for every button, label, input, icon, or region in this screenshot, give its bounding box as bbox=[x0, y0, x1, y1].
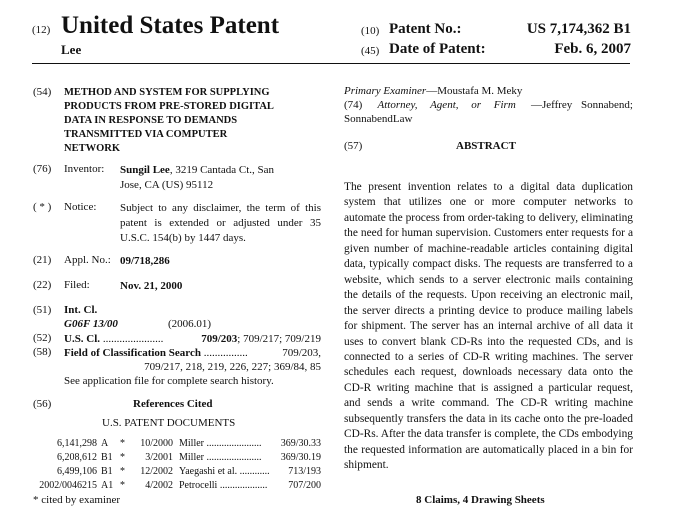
application-code: (21) bbox=[33, 254, 52, 266]
invention-title bbox=[64, 86, 332, 156]
cited-by-examiner-mark: * bbox=[120, 466, 125, 477]
header-divider bbox=[32, 63, 630, 64]
abstract-heading: ABSTRACT bbox=[456, 140, 516, 152]
us-cl-line bbox=[64, 332, 163, 346]
int-cl-class: G06F 13/00 bbox=[64, 318, 118, 330]
filed-code: (22) bbox=[33, 279, 52, 291]
us-cl-rest: ; 709/217; 709/219 bbox=[237, 333, 321, 345]
leader-dots: ............ bbox=[237, 466, 270, 477]
patent-class: 369/30.19 bbox=[280, 452, 321, 463]
abstract-code: (57) bbox=[344, 140, 363, 152]
patent-kind: B1 bbox=[101, 466, 113, 477]
cited-by-examiner-note: * cited by examiner bbox=[33, 494, 121, 506]
inventor-code: (76) bbox=[33, 163, 52, 175]
patentee bbox=[179, 479, 267, 493]
references-subheading: U.S. PATENT DOCUMENTS bbox=[102, 417, 236, 429]
title-line: TRANSMITTED VIA COMPUTER bbox=[64, 129, 228, 140]
notice-text: Subject to any disclaimer, the term of this patent is extended or adjusted under 35 U.S.C. 154(b) by 1447 days. bbox=[120, 202, 321, 244]
field-search-note: See application file for complete search history. bbox=[64, 375, 274, 387]
patentee bbox=[179, 465, 270, 479]
patentee bbox=[179, 451, 262, 465]
patent-date: 3/2001 bbox=[145, 452, 173, 463]
title-line: NETWORK bbox=[64, 143, 121, 154]
filed-date: Nov. 21, 2000 bbox=[120, 280, 183, 292]
us-cl-values bbox=[201, 332, 321, 346]
field-search-code: (58) bbox=[33, 346, 52, 358]
patentee-name: Yaegashi et al. bbox=[179, 466, 238, 477]
cited-by-examiner-mark: * bbox=[120, 438, 125, 449]
field-search-line-1 bbox=[64, 346, 248, 360]
abstract-text: The present invention relates to a digital data duplication system that utilizes one or more computer networks to automate the process from order-taking to delivery, eliminating the need for human supervision. Customers enter requests for a given number of machine-readable articles containing digital data, typically compact disks. The requests are transferred to a website, which sends to a server electronic mails containing the details of the requests. Upon receiving an electronic mail, the server directs a printing device to produce mailing labels for shipment. The server has an internal archive of all data it uses to convert blank CD-Rs into the requested CDs, and is connected to a series of CD-R writing machines. The server schedules each request, downloads necessary data onto the CD-R writing machine that is assigned a particular request, and sends a write command. The CD-R writing machine subsequently transfers the data in its cache onto the pre-loaded CD-Rs. After the data transfer is complete, the CDs embodying the requested information are automatically placed in a bin for shipment. bbox=[344, 181, 633, 472]
patent-number-label: Patent No.: bbox=[389, 21, 462, 37]
field-search-dots: ................ bbox=[200, 347, 248, 359]
patent-class: 713/193 bbox=[288, 466, 321, 477]
leader-dots: ...................... bbox=[204, 438, 262, 449]
primary-examiner-name: —Moustafa M. Meky bbox=[426, 85, 523, 97]
patentee-name: Miller bbox=[179, 452, 204, 463]
patent-number: US 7,174,362 B1 bbox=[526, 21, 631, 37]
patentee-name: Miller bbox=[179, 438, 204, 449]
leader-dots: ................... bbox=[217, 480, 268, 491]
notice-code: ( * ) bbox=[33, 201, 52, 213]
cited-by-examiner-mark: * bbox=[120, 480, 125, 491]
patent-kind: A bbox=[101, 438, 109, 449]
patent-number: 6,208,612 bbox=[57, 452, 97, 463]
leader-dots: ...................... bbox=[204, 452, 262, 463]
patentee bbox=[179, 437, 262, 451]
title-code: (54) bbox=[33, 86, 52, 98]
title-line: DATA IN RESPONSE TO DEMANDS bbox=[64, 115, 238, 126]
int-cl-label: Int. Cl. bbox=[64, 304, 98, 316]
field-search-line-2: 709/217, 218, 219, 226, 227; 369/84, 85 bbox=[144, 361, 321, 373]
int-cl-code: (51) bbox=[33, 304, 52, 316]
patent-class: 369/30.33 bbox=[280, 438, 321, 449]
inventor-address: , 3219 Cantada Ct., San bbox=[169, 164, 275, 176]
inventor-label: Inventor: bbox=[64, 163, 105, 175]
int-cl-year: (2006.01) bbox=[168, 318, 212, 330]
field-search-label: Field of Classification Search bbox=[64, 347, 201, 359]
patent-class: 707/200 bbox=[288, 480, 321, 491]
inventor-name: Sungil Lee bbox=[120, 164, 170, 176]
title-line: METHOD AND SYSTEM FOR SUPPLYING bbox=[64, 87, 270, 98]
inventor-surname: Lee bbox=[61, 42, 82, 57]
primary-examiner-label: Primary Examiner bbox=[344, 85, 427, 97]
attorney-code: (74) bbox=[344, 99, 363, 111]
us-cl-main: 709/203 bbox=[201, 333, 238, 345]
claims-summary: 8 Claims, 4 Drawing Sheets bbox=[416, 494, 545, 506]
patent-number-code: (10) bbox=[361, 25, 380, 37]
patent-kind: A1 bbox=[101, 480, 114, 491]
attorney-name: —Jeffrey Sonnabend; bbox=[530, 99, 633, 111]
patent-kind-code: (12) bbox=[32, 24, 51, 36]
attorney-line-1 bbox=[344, 99, 633, 111]
references-heading: References Cited bbox=[133, 398, 213, 410]
document-title: United States Patent bbox=[61, 12, 280, 39]
date-of-patent: Feb. 6, 2007 bbox=[554, 41, 631, 57]
field-search-first-value: 709/203, bbox=[282, 347, 321, 359]
date-of-patent-label: Date of Patent: bbox=[389, 41, 486, 57]
cited-by-examiner-mark: * bbox=[120, 452, 125, 463]
primary-examiner bbox=[344, 85, 522, 97]
date-of-patent-code: (45) bbox=[361, 45, 380, 57]
filed-label: Filed: bbox=[64, 279, 90, 291]
patent-number: 2002/0046215 bbox=[39, 480, 97, 491]
title-line: PRODUCTS FROM PRE-STORED DIGITAL bbox=[64, 101, 274, 112]
patent-number: 6,141,298 bbox=[57, 438, 97, 449]
patent-kind: B1 bbox=[101, 452, 113, 463]
references-code: (56) bbox=[33, 398, 52, 410]
patent-date: 4/2002 bbox=[145, 480, 173, 491]
patent-date: 12/2002 bbox=[140, 466, 173, 477]
patent-number: 6,499,106 bbox=[57, 466, 97, 477]
patent-date: 10/2000 bbox=[140, 438, 173, 449]
inventor-address-line-2: Jose, CA (US) 95112 bbox=[120, 179, 214, 191]
notice-label: Notice: bbox=[64, 201, 97, 213]
attorney-firm: SonnabendLaw bbox=[344, 113, 413, 125]
inventor-line-1 bbox=[120, 163, 274, 178]
application-label: Appl. No.: bbox=[64, 254, 111, 266]
attorney-label: Attorney, Agent, or Firm bbox=[377, 99, 516, 111]
us-cl-code: (52) bbox=[33, 332, 52, 344]
us-cl-label: U.S. Cl. bbox=[64, 333, 101, 345]
application-number: 09/718,286 bbox=[120, 255, 170, 267]
patentee-name: Petrocelli bbox=[179, 480, 218, 491]
us-cl-dots: ...................... bbox=[100, 333, 164, 345]
